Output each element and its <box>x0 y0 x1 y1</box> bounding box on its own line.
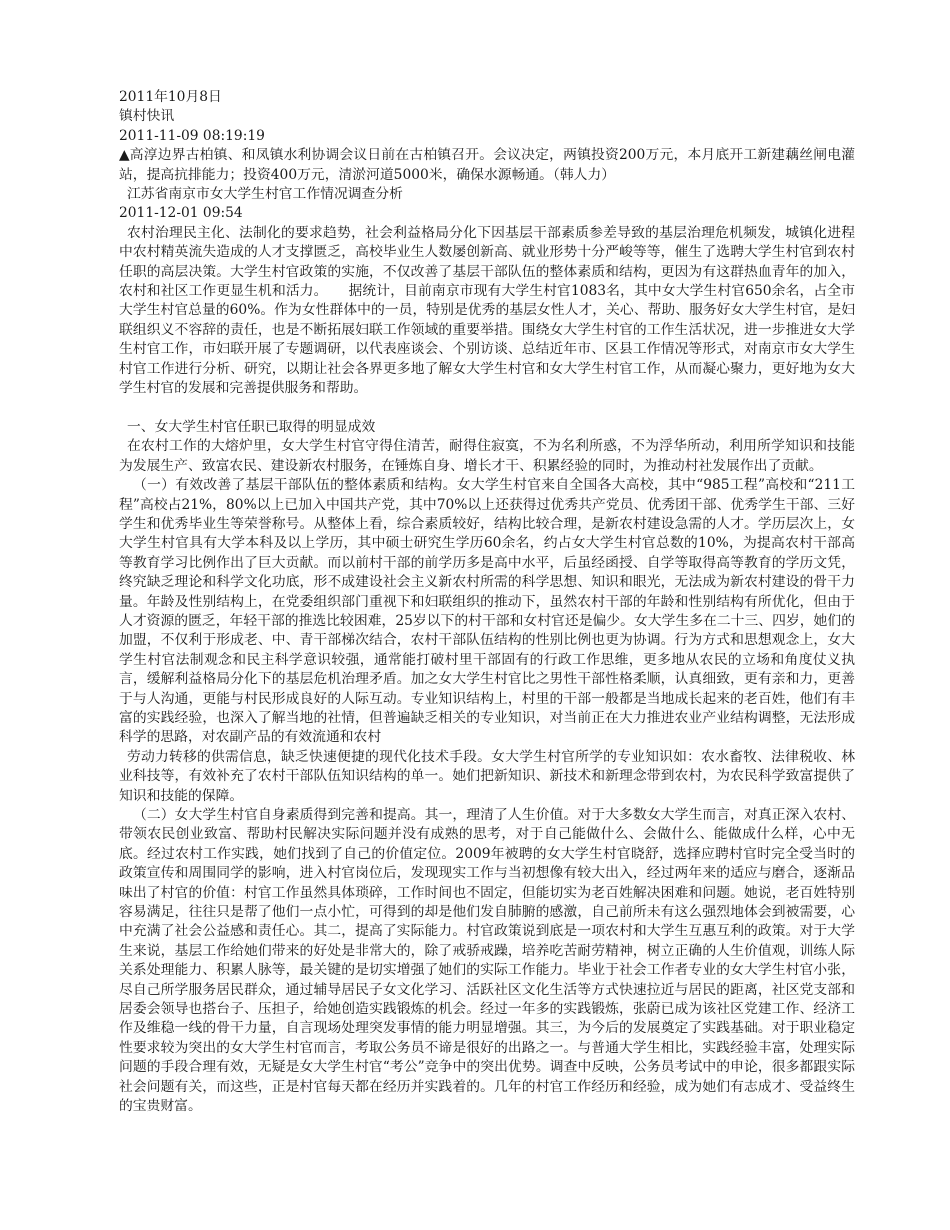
paragraph: 在农村工作的大熔炉里，女大学生村官守得住清苦，耐得住寂寞，不为名利所惑，不为浮华所动，利用所学知识和技能为发展生产、致富农民、建设新农村服务，在锤炼自身、增长才干、积累经验的同时，为推动村社发展作出了贡献。 <box>119 438 855 474</box>
intro-paragraph: 农村治理民主化、法制化的要求趋势，社会利益格局分化下因基层干部素质参差导致的基层治理危机频发，城镇化进程中农村精英流失造成的人才支撑匮乏，高校毕业生人数屡创新高、就业形势十分严峻等等，催生了选聘大学生村官到农村任职的高层决策。大学生村官政策的实施，不仅改善了基层干部队伍的整体素质和结构，更因为有这群热血青年的加入，农村和社区工作更显生机和活力。 据统计，目前南京市现有大学生村官1083名，其中女大学生村官650余名，占全市大学生村官总量的60%。作为女性群体中的一员，特别是优秀的基层女性人才，关心、帮助、服务好女大学生村官，是妇联组织义不容辞的责任，也是不断拓展妇联工作领域的重要举措。围绕女大学生村官的工作生活状况，进一步推进女大学生村官工作，市妇联开展了专题调研，以代表座谈会、个别访谈、总结近年市、区县工作情况等形式，对南京市女大学生村官工作进行分析、研究，以期让社会各界更多地了解女大学生村官和女大学生村官工作，从而凝心聚力，更好地为女大学生村官的发展和完善提供服务和帮助。 <box>119 224 855 397</box>
paragraph: （一）有效改善了基层干部队伍的整体素质和结构。女大学生村官来自全国各大高校，其中“985工程”高校和“211工程”高校占21%，80%以上已加入中国共产党，其中70%以上还获得过优秀共产党员、优秀团干部、优秀学生干部、三好学生和优秀毕业生等荣誉称号。从整体上看，综合素质较好，结构比较合理，是新农村建设急需的人才。学历层次上，女大学生村官具有大学本科及以上学历，其中硕士研究生学历60余名，约占女大学生村官总数的10%，为提高农村干部高等教育学习比例作出了巨大贡献。而以前村干部的前学历多是高中水平，后虽经函授、自学等取得高等教育的学历文凭，终究缺乏理论和科学文化功底，形不成建设社会主义新农村所需的科学思想、知识和眼光，无法成为新农村建设的骨干力量。年龄及性别结构上，在党委组织部门重视下和妇联组织的推动下，虽然农村干部的年龄和性别结构有所优化，但由于人才资源的匮乏，年轻干部的推选比较困难，25岁以下的村干部和女村官还是偏少。女大学生多在二十三、四岁，她们的加盟，不仅利于形成老、中、青干部梯次结合，农村干部队伍结构的性别比例也更为协调。行为方式和思想观念上，女大学生村官法制观念和民主科学意识较强，通常能打破村里干部固有的行政工作思维，更多地从农民的立场和角度仗义执言，缓解利益格局分化下的基层危机治理矛盾。加之女大学生村官比之男性干部性格柔顺，认真细致，更有亲和力，更善于与人沟通，更能与村民形成良好的人际互动。专业知识结构上，村里的干部一般都是当地成长起来的老百姓，他们有丰富的实践经验，也深入了解当地的社情，但普遍缺乏相关的专业知识，对当前正在大力推进农业产业结构调整，无法形成科学的思路，对农副产品的有效流通和农村 <box>119 477 855 746</box>
section-heading: 一、女大学生村官任职已取得的明显成效 <box>127 418 376 435</box>
doc-date: 2011年10月8日 <box>119 89 222 105</box>
spacer <box>119 399 855 418</box>
article-title: 江苏省南京市女大学生村官工作情况调查分析 <box>127 186 403 203</box>
news-brief: ▲高淳边界古柏镇、和凤镇水利协调会议日前在古柏镇召开。会议决定，两镇投资200万元，本月底开工新建藕丝闸电灌站，提高抗排能力；投资400万元，清淤河道5000米，确保水源畅通。（韩人力） <box>119 147 855 183</box>
paragraph: （二）女大学生村官自身素质得到完善和提高。其一，理清了人生价值。对于大多数女大学生而言，对真正深入农村、带领农民创业致富、帮助村民解决实际问题并没有成熟的思考，对于自己能做什么、会做什么、能做成什么样，心中无底。经过农村工作实践，她们找到了自己的价值定位。2009年被聘的女大学生村官晓舒，选择应聘村官时完全受当时的政策宣传和周围同学的影响，进入村官岗位后，发现现实工作与当初想像有较大出入，经过两年来的适应与磨合，逐渐品味出了村官的价值：村官工作虽然具体琐碎，工作时间也不固定，但能切实为老百姓解决困难和问题。她说，老百姓特别容易满足，往往只是帮了他们一点小忙，可得到的却是他们发自肺腑的感激，自己前所未有这么强烈地体会到被需要，心中充满了社会公益感和责任心。其二，提高了实际能力。村官政策说到底是一项农村和大学生互惠互利的政策。对于大学生来说，基层工作给她们带来的好处是非常大的，除了戒骄戒躁，培养吃苦耐劳精神，树立正确的人生价值观，训练人际关系处理能力、积累人脉等，最关键的是切实增强了她们的实际工作能力。毕业于社会工作者专业的女大学生村官小张，尽自己所学服务居民群众，通过辅导居民子女文化学习、活跃社区文化生活等方式快速拉近与居民的距离，社区党支部和居委会领导也搭台子、压担子，给她创造实践锻炼的机会。经过一年多的实践锻炼，张蔚已成为该社区党建工作、经济工作及维稳一线的骨干力量，自言现场处理突发事情的能力明显增强。其三，为今后的发展奠定了实践基础。对于职业稳定性要求较为突出的女大学生村官而言，考取公务员不谛是很好的出路之一。与普通大学生相比，实践经验丰富，处理实际问题的手段合理有效，无疑是女大学生村官“考公”竞争中的突出优势。调查中反映，公务员考试中的申论，很多都跟实际社会问题有关，而这些，正是村官每天都在经历并实践着的。几年的村官工作经历和经验，成为她们有志成才、受益终生的宝贵财富。 <box>119 807 855 1115</box>
timestamp: 2011-11-09 08:19:19 <box>119 127 265 144</box>
document-page <box>119 88 855 1117</box>
paragraph: 劳动力转移的供需信息，缺乏快速便捷的现代化技术手段。女大学生村官所学的专业知识如：农水畜牧、法律税收、林业科技等，有效补充了农村干部队伍知识结构的单一。她们把新知识、新技术和新理念带到农村，为农民科学致富提供了知识和技能的保障。 <box>119 748 855 804</box>
column-name: 镇村快讯 <box>119 108 175 125</box>
article-timestamp: 2011-12-01 09:54 <box>119 205 243 222</box>
